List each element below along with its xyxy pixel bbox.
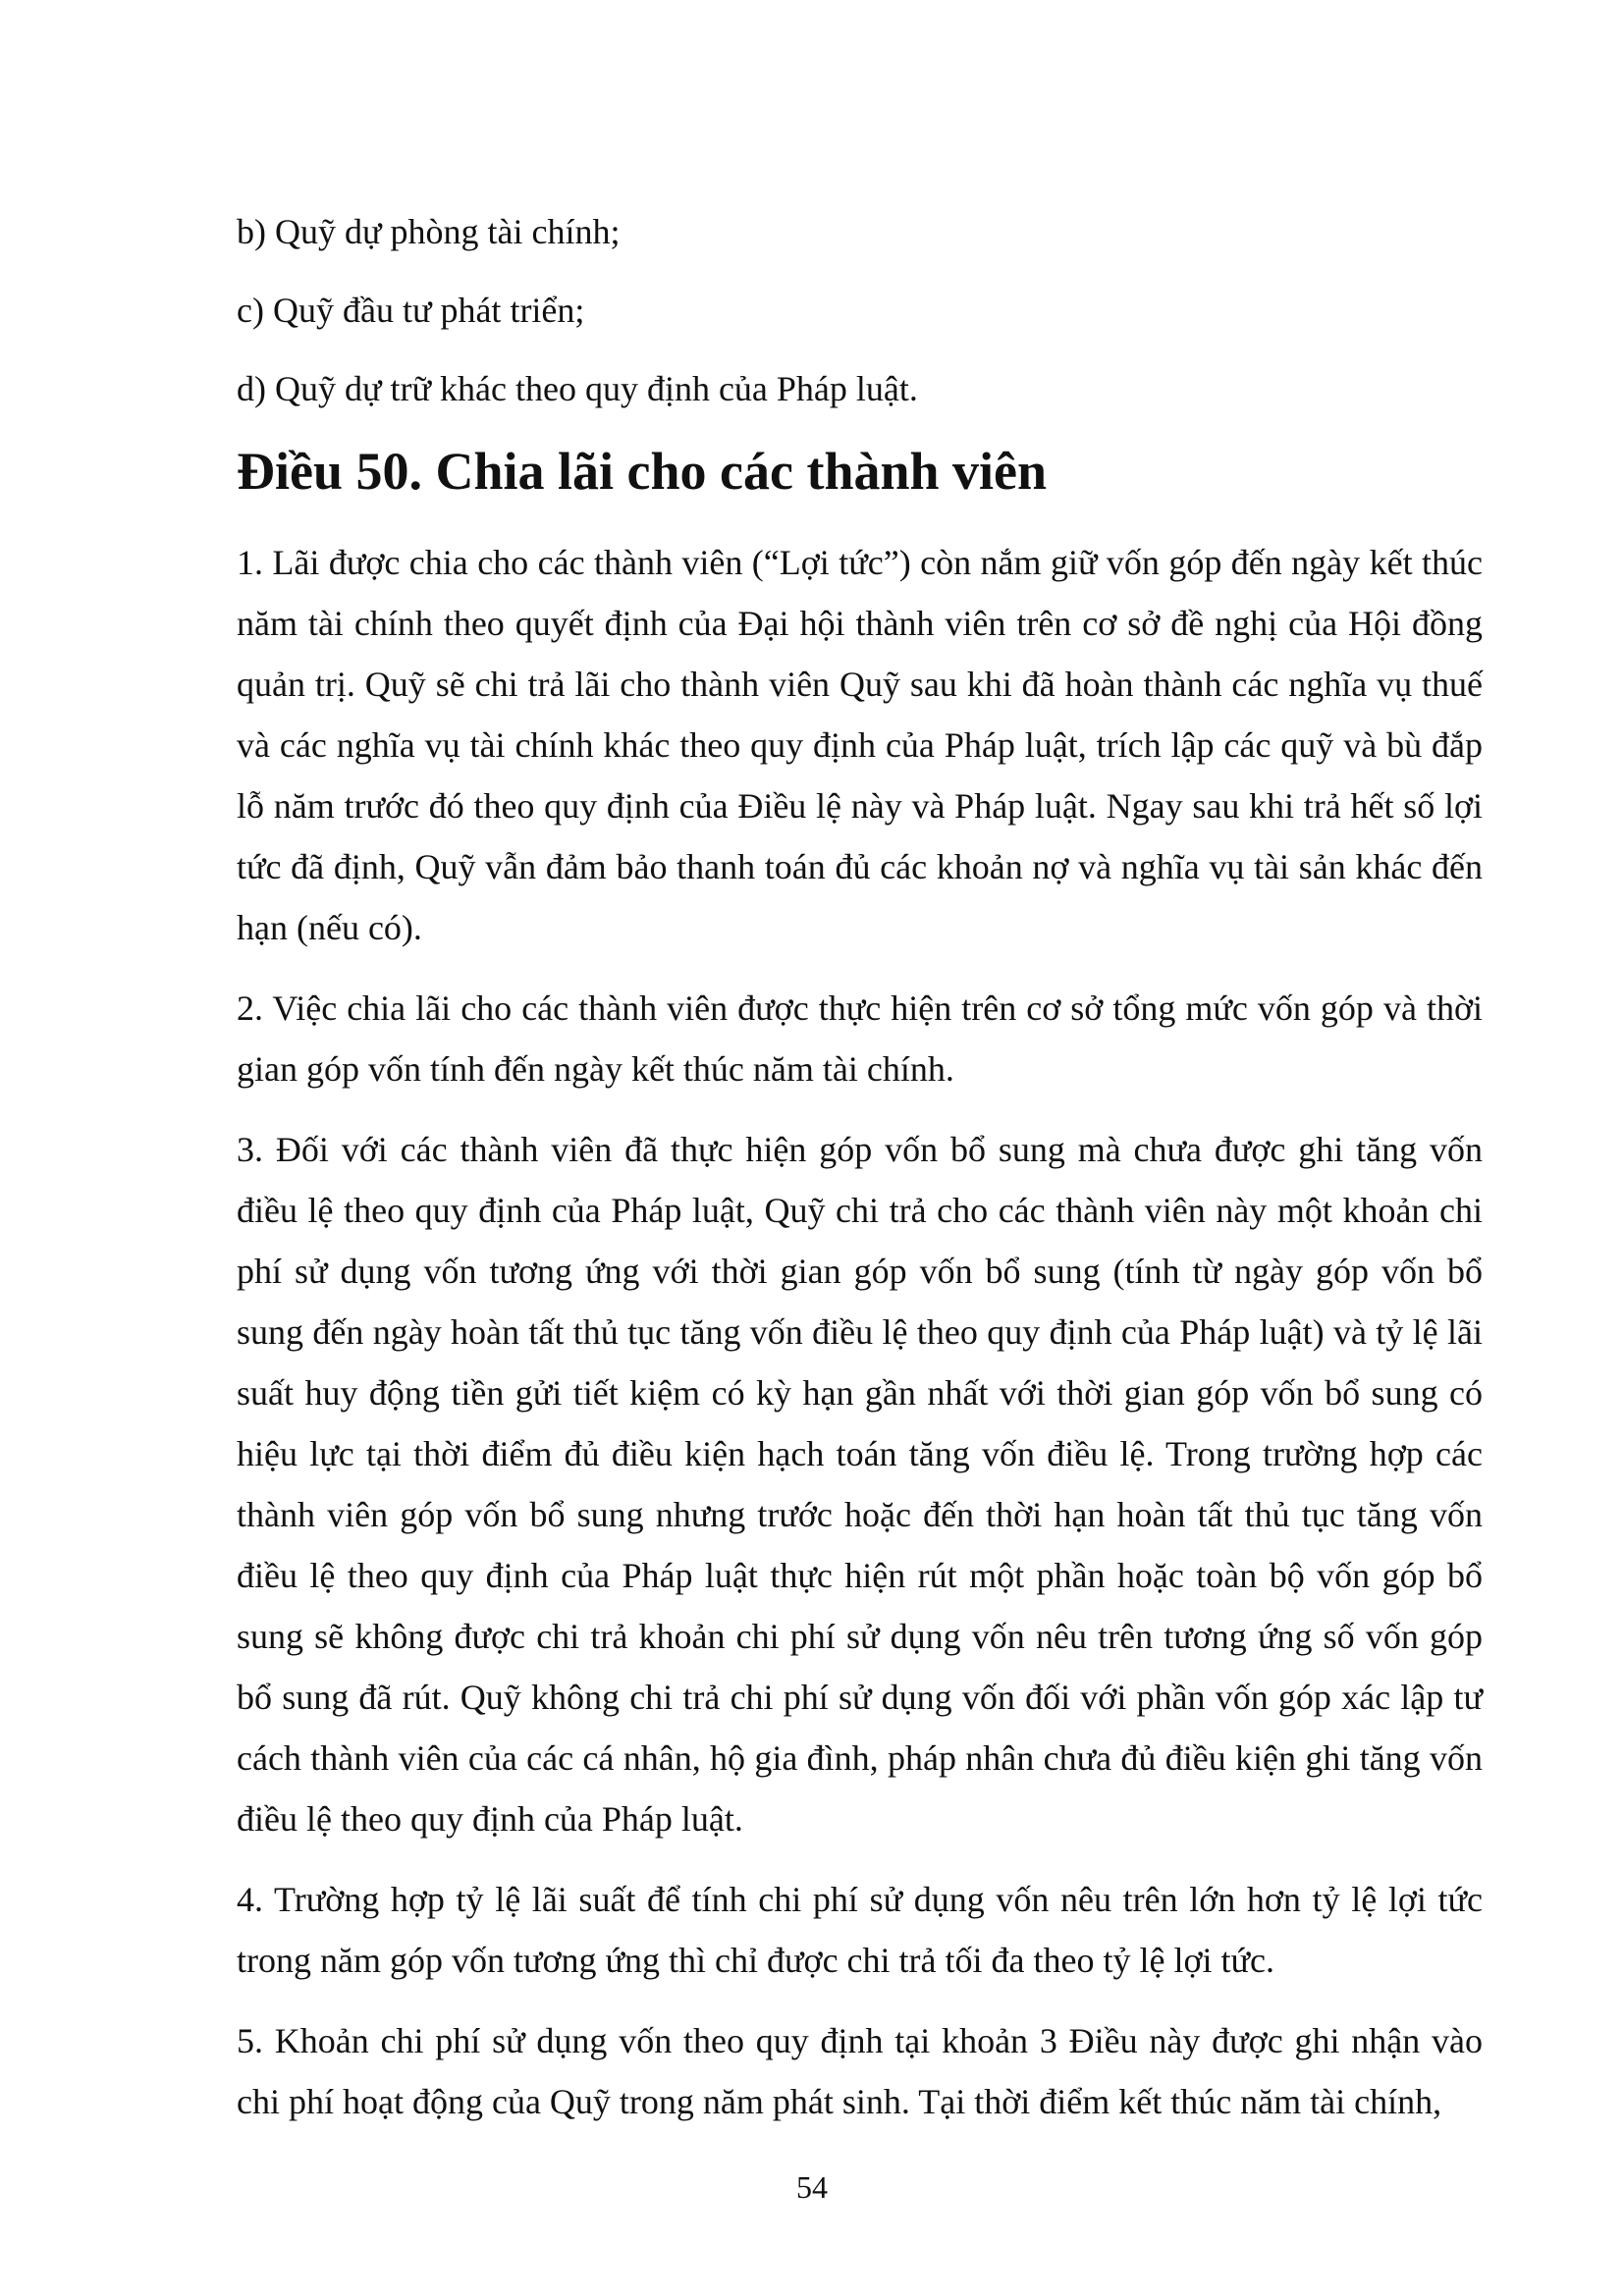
page-number: 54 — [796, 2169, 828, 2205]
list-item-other-reserve-fund: d) Quỹ dự trữ khác theo quy định của Pháp luật. — [237, 369, 918, 408]
list-item-development-investment-fund: c) Quỹ đầu tư phát triển; — [237, 291, 585, 330]
page-content — [237, 206, 1483, 2152]
article-paragraph-3: 3. Đối với các thành viên đã thực hiện góp vốn bổ sung mà chưa được ghi tăng vốn điều lệ theo quy định của Pháp luật, Quỹ chi trả cho các thành viên này một khoản chi phí sử dụng vốn tương ứng với thời gian góp vốn bổ sung (tính từ ngày góp vốn bổ sung đến ngày hoàn tất thủ tục tăng vốn điều lệ theo quy định của Pháp luật) và tỷ lệ lãi suất huy động tiền gửi tiết kiệm có kỳ hạn gần nhất với thời gian góp vốn bổ sung có hiệu lực tại thời điểm đủ điều kiện hạch toán tăng vốn điều lệ. Trong trường hợp các thành viên góp vốn bổ sung nhưng trước hoặc đến thời hạn hoàn tất thủ tục tăng vốn điều lệ theo quy định của Pháp luật thực hiện rút một phần hoặc toàn bộ vốn góp bổ sung sẽ không được chi trả khoản chi phí sử dụng vốn nêu trên tương ứng số vốn góp bổ sung đã rút. Quỹ không chi trả chi phí sử dụng vốn đối với phần vốn góp xác lập tư cách thành viên của các cá nhân, hộ gia đình, pháp nhân chưa đủ điều kiện ghi tăng vốn điều lệ theo quy định của Pháp luật. — [237, 1130, 1483, 1839]
article-paragraph-2: 2. Việc chia lãi cho các thành viên được thực hiện trên cơ sở tổng mức vốn góp và thời gian góp vốn tính đến ngày kết thúc năm tài chính. — [237, 988, 1483, 1089]
article-paragraph-1: 1. Lãi được chia cho các thành viên (“Lợi tức”) còn nắm giữ vốn góp đến ngày kết thúc năm tài chính theo quyết định của Đại hội thành viên trên cơ sở đề nghị của Hội đồng quản trị. Quỹ sẽ chi trả lãi cho thành viên Quỹ sau khi đã hoàn thành các nghĩa vụ thuế và các nghĩa vụ tài chính khác theo quy định của Pháp luật, trích lập các quỹ và bù đắp lỗ năm trước đó theo quy định của Điều lệ này và Pháp luật. Ngay sau khi trả hết số lợi tức đã định, Quỹ vẫn đảm bảo thanh toán đủ các khoản nợ và nghĩa vụ tài sản khác đến hạn (nếu có). — [237, 543, 1483, 947]
article-paragraph-4: 4. Trường hợp tỷ lệ lãi suất để tính chi phí sử dụng vốn nêu trên lớn hơn tỷ lệ lợi tức trong năm góp vốn tương ứng thì chỉ được chi trả tối đa theo tỷ lệ lợi tức. — [237, 1880, 1483, 1980]
article-paragraph-5: 5. Khoản chi phí sử dụng vốn theo quy định tại khoản 3 Điều này được ghi nhận vào chi phí hoạt động của Quỹ trong năm phát sinh. Tại thời điểm kết thúc năm tài chính, — [237, 2021, 1483, 2121]
list-item-financial-reserve-fund: b) Quỹ dự phòng tài chính; — [237, 212, 621, 251]
article-heading: Điều 50. Chia lãi cho các thành viên — [237, 442, 1048, 501]
